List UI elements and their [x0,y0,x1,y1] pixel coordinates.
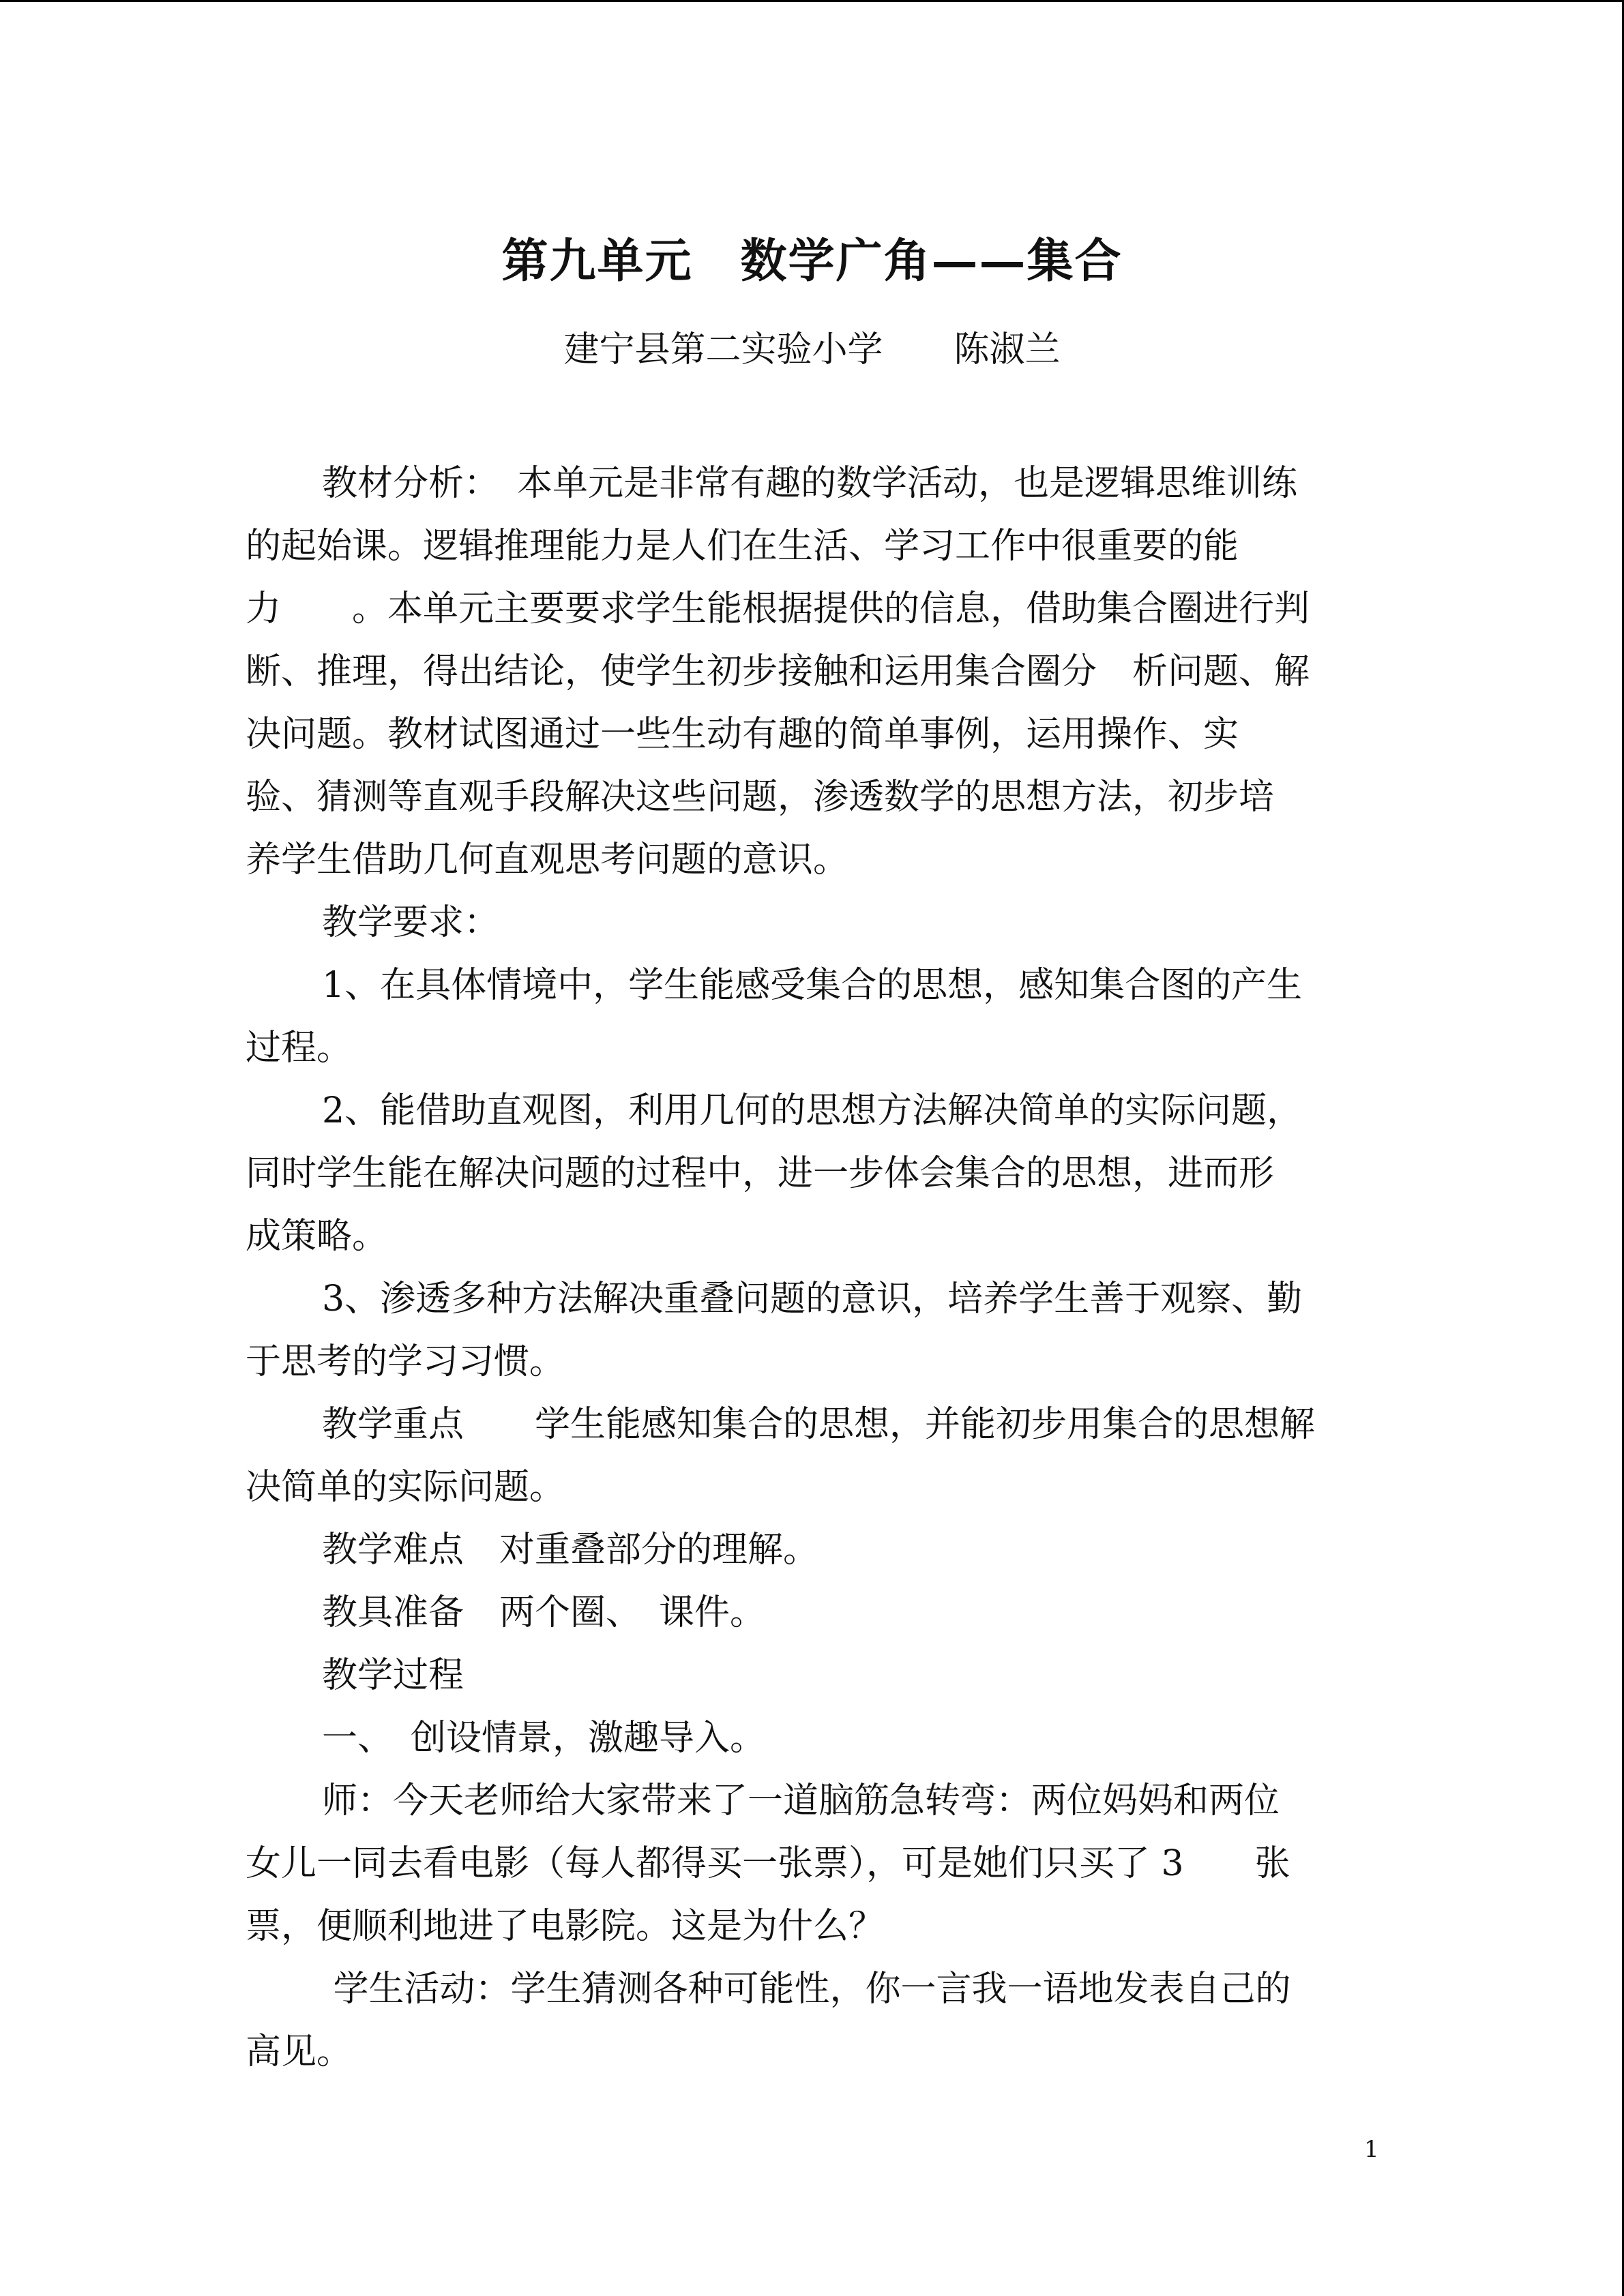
document-author: 建宁县第二实验小学 陈淑兰 [563,329,1061,370]
paragraph-line: 2、能借助直观图，利用几何的思想方法解决简单的实际问题， [322,1090,1303,1131]
paragraph-line: 养学生借助几何直观思考问题的意识。 [246,839,849,880]
section-heading: 教学要求： [322,902,500,943]
paragraph-line: 同时学生能在解决问题的过程中，进一步体会集合的思想，进而形 [246,1153,1275,1194]
paragraph-line: 教材分析： 本单元是非常有趣的数学活动，也是逻辑思维训练 [322,463,1298,504]
paragraph-line: 验、猜测等直观手段解决这些问题，渗透数学的思想方法，初步培 [246,777,1275,818]
paragraph-line: 的起始课。逻辑推理能力是人们在生活、学习工作中很重要的能 [246,526,1239,567]
section-heading: 教学过程 [322,1655,464,1696]
paragraph-line: 于思考的学习习惯。 [246,1341,565,1382]
paragraph-line: 3、渗透多种方法解决重叠问题的意识，培养学生善于观察、勤 [322,1279,1303,1320]
paragraph-line: 教学难点 对重叠部分的理解。 [322,1530,819,1570]
paragraph-line: 票，便顺利地进了电影院。这是为什么？ [246,1906,885,1947]
paragraph-line: 教具准备 两个圈、 课件。 [322,1592,766,1633]
paragraph-line: 决简单的实际问题。 [246,1467,565,1508]
paragraph-line: 力 。本单元主要要求学生能根据提供的信息，借助集合圈进行判 [246,588,1310,629]
paragraph-line: 女儿一同去看电影（每人都得买一张票），可是她们只买了 3 张 [246,1843,1290,1884]
paragraph-line: 教学重点 学生能感知集合的思想，并能初步用集合的思想解 [322,1404,1316,1445]
paragraph-line: 1、在具体情境中，学生能感受集合的思想，感知集合图的产生 [322,965,1303,1006]
paragraph-line: 断、推理，得出结论，使学生初步接触和运用集合圈分 析问题、解 [246,651,1310,692]
paragraph-line: 高见。 [246,2031,353,2072]
document-title: 第九单元 数学广角——集合 [501,234,1123,288]
paragraph-line: 决问题。教材试图通过一些生动有趣的简单事例，运用操作、实 [246,714,1239,755]
paragraph-line: 师：今天老师给大家带来了一道脑筋急转弯：两位妈妈和两位 [322,1780,1280,1821]
paragraph-line: 成策略。 [246,1216,388,1257]
paragraph-line: 一、 创设情景，激趣导入。 [322,1718,766,1759]
paragraph-line: 过程。 [246,1028,353,1069]
paragraph-line: 学生活动：学生猜测各种可能性，你一言我一语地发表自己的 [322,1969,1291,2010]
page-number: 1 [1364,2136,1379,2163]
